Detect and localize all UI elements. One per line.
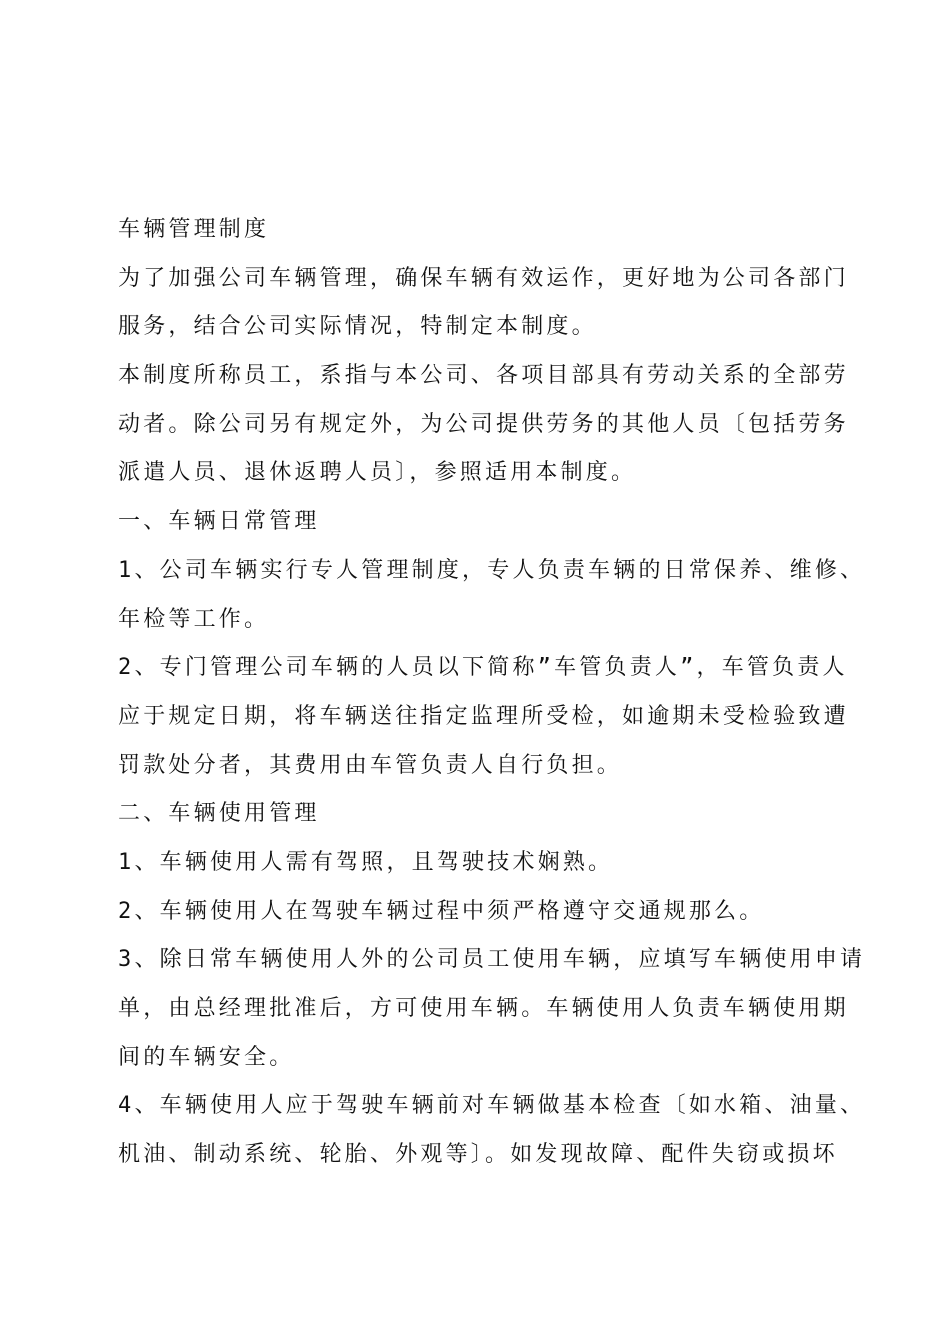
paragraph-line: 单，由总经理批准后，方可使用车辆。车辆使用人负责车辆使用期 — [118, 996, 849, 1021]
paragraph-line: 服务，结合公司实际情况，特制定本制度。 — [118, 314, 597, 340]
paragraph-line: 1、车辆使用人需有驾照，且驾驶技术娴熟。 — [118, 849, 614, 875]
paragraph-line: 2、专门管理公司车辆的人员以下简称”车管负责人”，车管负责人 — [118, 655, 848, 681]
paragraph-line: 本制度所称员工，系指与本公司、各项目部具有劳动关系的全部劳 — [118, 363, 849, 389]
section-heading: 二、车辆使用管理 — [118, 801, 320, 827]
document-body — [118, 206, 866, 1180]
paragraph-line: 机油、制动系统、轮胎、外观等〕。如发现故障、配件失窃或损坏 — [118, 1142, 838, 1168]
paragraph-line: 为了加强公司车辆管理，确保车辆有效运作，更好地为公司各部门 — [118, 265, 849, 291]
paragraph-line: 间的车辆安全。 — [118, 1044, 295, 1070]
paragraph-line: 1、公司车辆实行专人管理制度，专人负责车辆的日常保养、维修、 — [118, 557, 866, 583]
paragraph-line: 3、除日常车辆使用人外的公司员工使用车辆，应填写车辆使用申请 — [118, 947, 866, 973]
paragraph-line: 应于规定日期，将车辆送往指定监理所受检，如逾期未受检验致遭 — [118, 703, 849, 729]
paragraph-line: 罚款处分者，其费用由车管负责人自行负担。 — [118, 752, 623, 778]
paragraph-line: 派遣人员、退休返聘人员〕，参照适用本制度。 — [118, 460, 637, 486]
section-heading: 一、车辆日常管理 — [118, 509, 320, 535]
paragraph-line: 动者。除公司另有规定外，为公司提供劳务的其他人员〔包括劳务 — [118, 411, 849, 437]
paragraph-line: 年检等工作。 — [118, 606, 270, 632]
document-title: 车辆管理制度 — [118, 217, 270, 242]
paragraph-line: 2、车辆使用人在驾驶车辆过程中须严格遵守交通规那么。 — [118, 898, 765, 924]
paragraph-line: 4、车辆使用人应于驾驶车辆前对车辆做基本检查〔如水箱、油量、 — [118, 1093, 866, 1119]
